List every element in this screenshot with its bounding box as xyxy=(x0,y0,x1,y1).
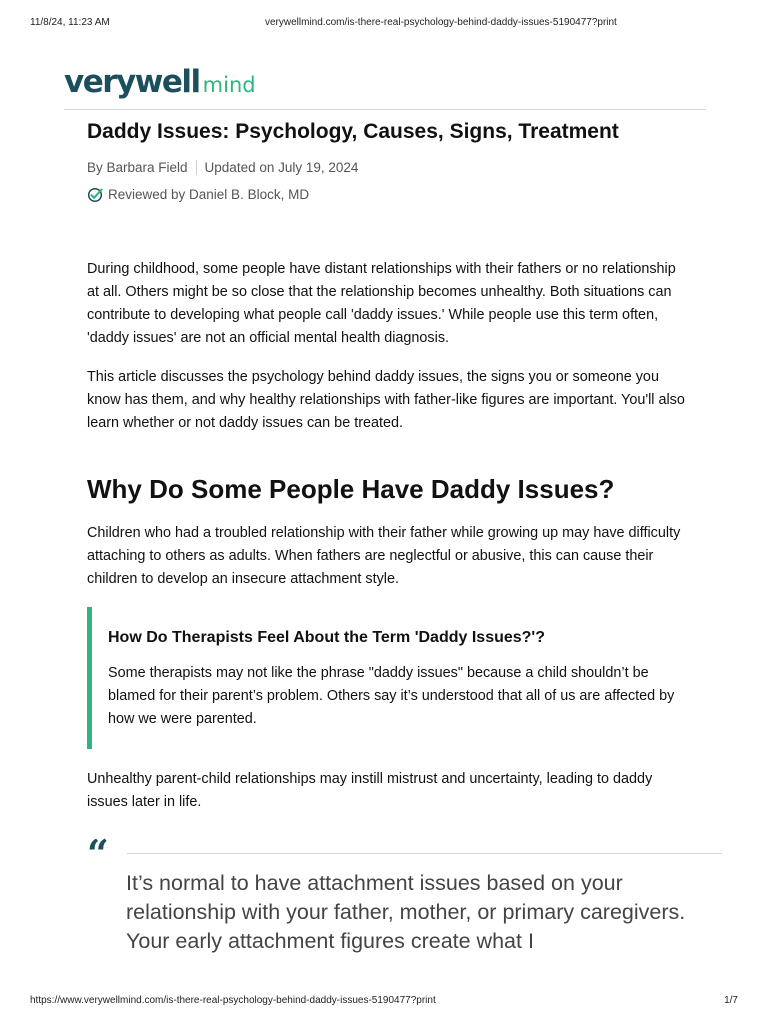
callout-text: Some therapists may not like the phrase "daddy issues" because a child shouldn’t be blamed for their parent’s problem. Others say it’s understood that all of us are affected by how we were parented. xyxy=(108,665,675,727)
check-badge-icon xyxy=(87,187,103,203)
print-footer-url: https://www.verywellmind.com/is-there-real-psychology-behind-daddy-issues-5190477?print xyxy=(30,995,436,1006)
review-line xyxy=(87,187,309,203)
author-link[interactable]: By Barbara Field xyxy=(87,160,188,175)
quote-mark-icon: “ xyxy=(87,831,109,876)
updated-date: Updated on July 19, 2024 xyxy=(204,160,359,175)
intro-paragraph-2: This article discusses the psychology behind daddy issues, the signs you or someone you know has them, and why healthy relationships with father-like figures are important. You'll also learn whether or not daddy issues can be treated. xyxy=(87,369,685,431)
logo-brand: verywell xyxy=(64,64,200,100)
intro-paragraph-1: During childhood, some people have distant relationships with their fathers or no relationship at all. Others might be so close that the relationship becomes unhealthy. Both situations can contribute to developing what people call 'daddy issues.' While people use this term often, 'daddy issues' are not an official mental health diagnosis. xyxy=(87,261,676,346)
logo-sub: mind xyxy=(202,73,256,97)
header-divider xyxy=(64,109,706,110)
page-number: 1/7 xyxy=(724,995,738,1006)
print-footer xyxy=(30,995,738,1009)
section-paragraph: Children who had a troubled relationship with their father while growing up may have difficulty attaching to others as adults. When fathers are neglectful or abusive, this can cause their children to develop an insecure attachment style. xyxy=(87,525,681,587)
site-logo[interactable] xyxy=(64,64,256,104)
print-header xyxy=(30,17,738,31)
byline-separator xyxy=(196,160,197,175)
callout-box xyxy=(87,607,707,749)
callout-heading: How Do Therapists Feel About the Term 'Daddy Issues?'? xyxy=(108,629,546,646)
after-callout-paragraph: Unhealthy parent-child relationships may instill mistrust and uncertainty, leading to daddy issues later in life. xyxy=(87,771,653,810)
reviewer-link[interactable]: Reviewed by Daniel B. Block, MD xyxy=(108,187,310,202)
section-heading: Why Do Some People Have Daddy Issues? xyxy=(87,474,615,504)
print-header-url: verywellmind.com/is-there-real-psychology-behind-daddy-issues-5190477?print xyxy=(265,17,617,28)
article-title: Daddy Issues: Psychology, Causes, Signs, Treatment xyxy=(87,120,619,143)
quote-divider xyxy=(127,853,722,854)
print-datetime: 11/8/24, 11:23 AM xyxy=(30,17,110,28)
pull-quote-text: It’s normal to have attachment issues based on your relationship with your father, mother, or primary caregivers. Your early attachment figures create what I xyxy=(126,871,686,953)
article-byline xyxy=(87,160,358,175)
